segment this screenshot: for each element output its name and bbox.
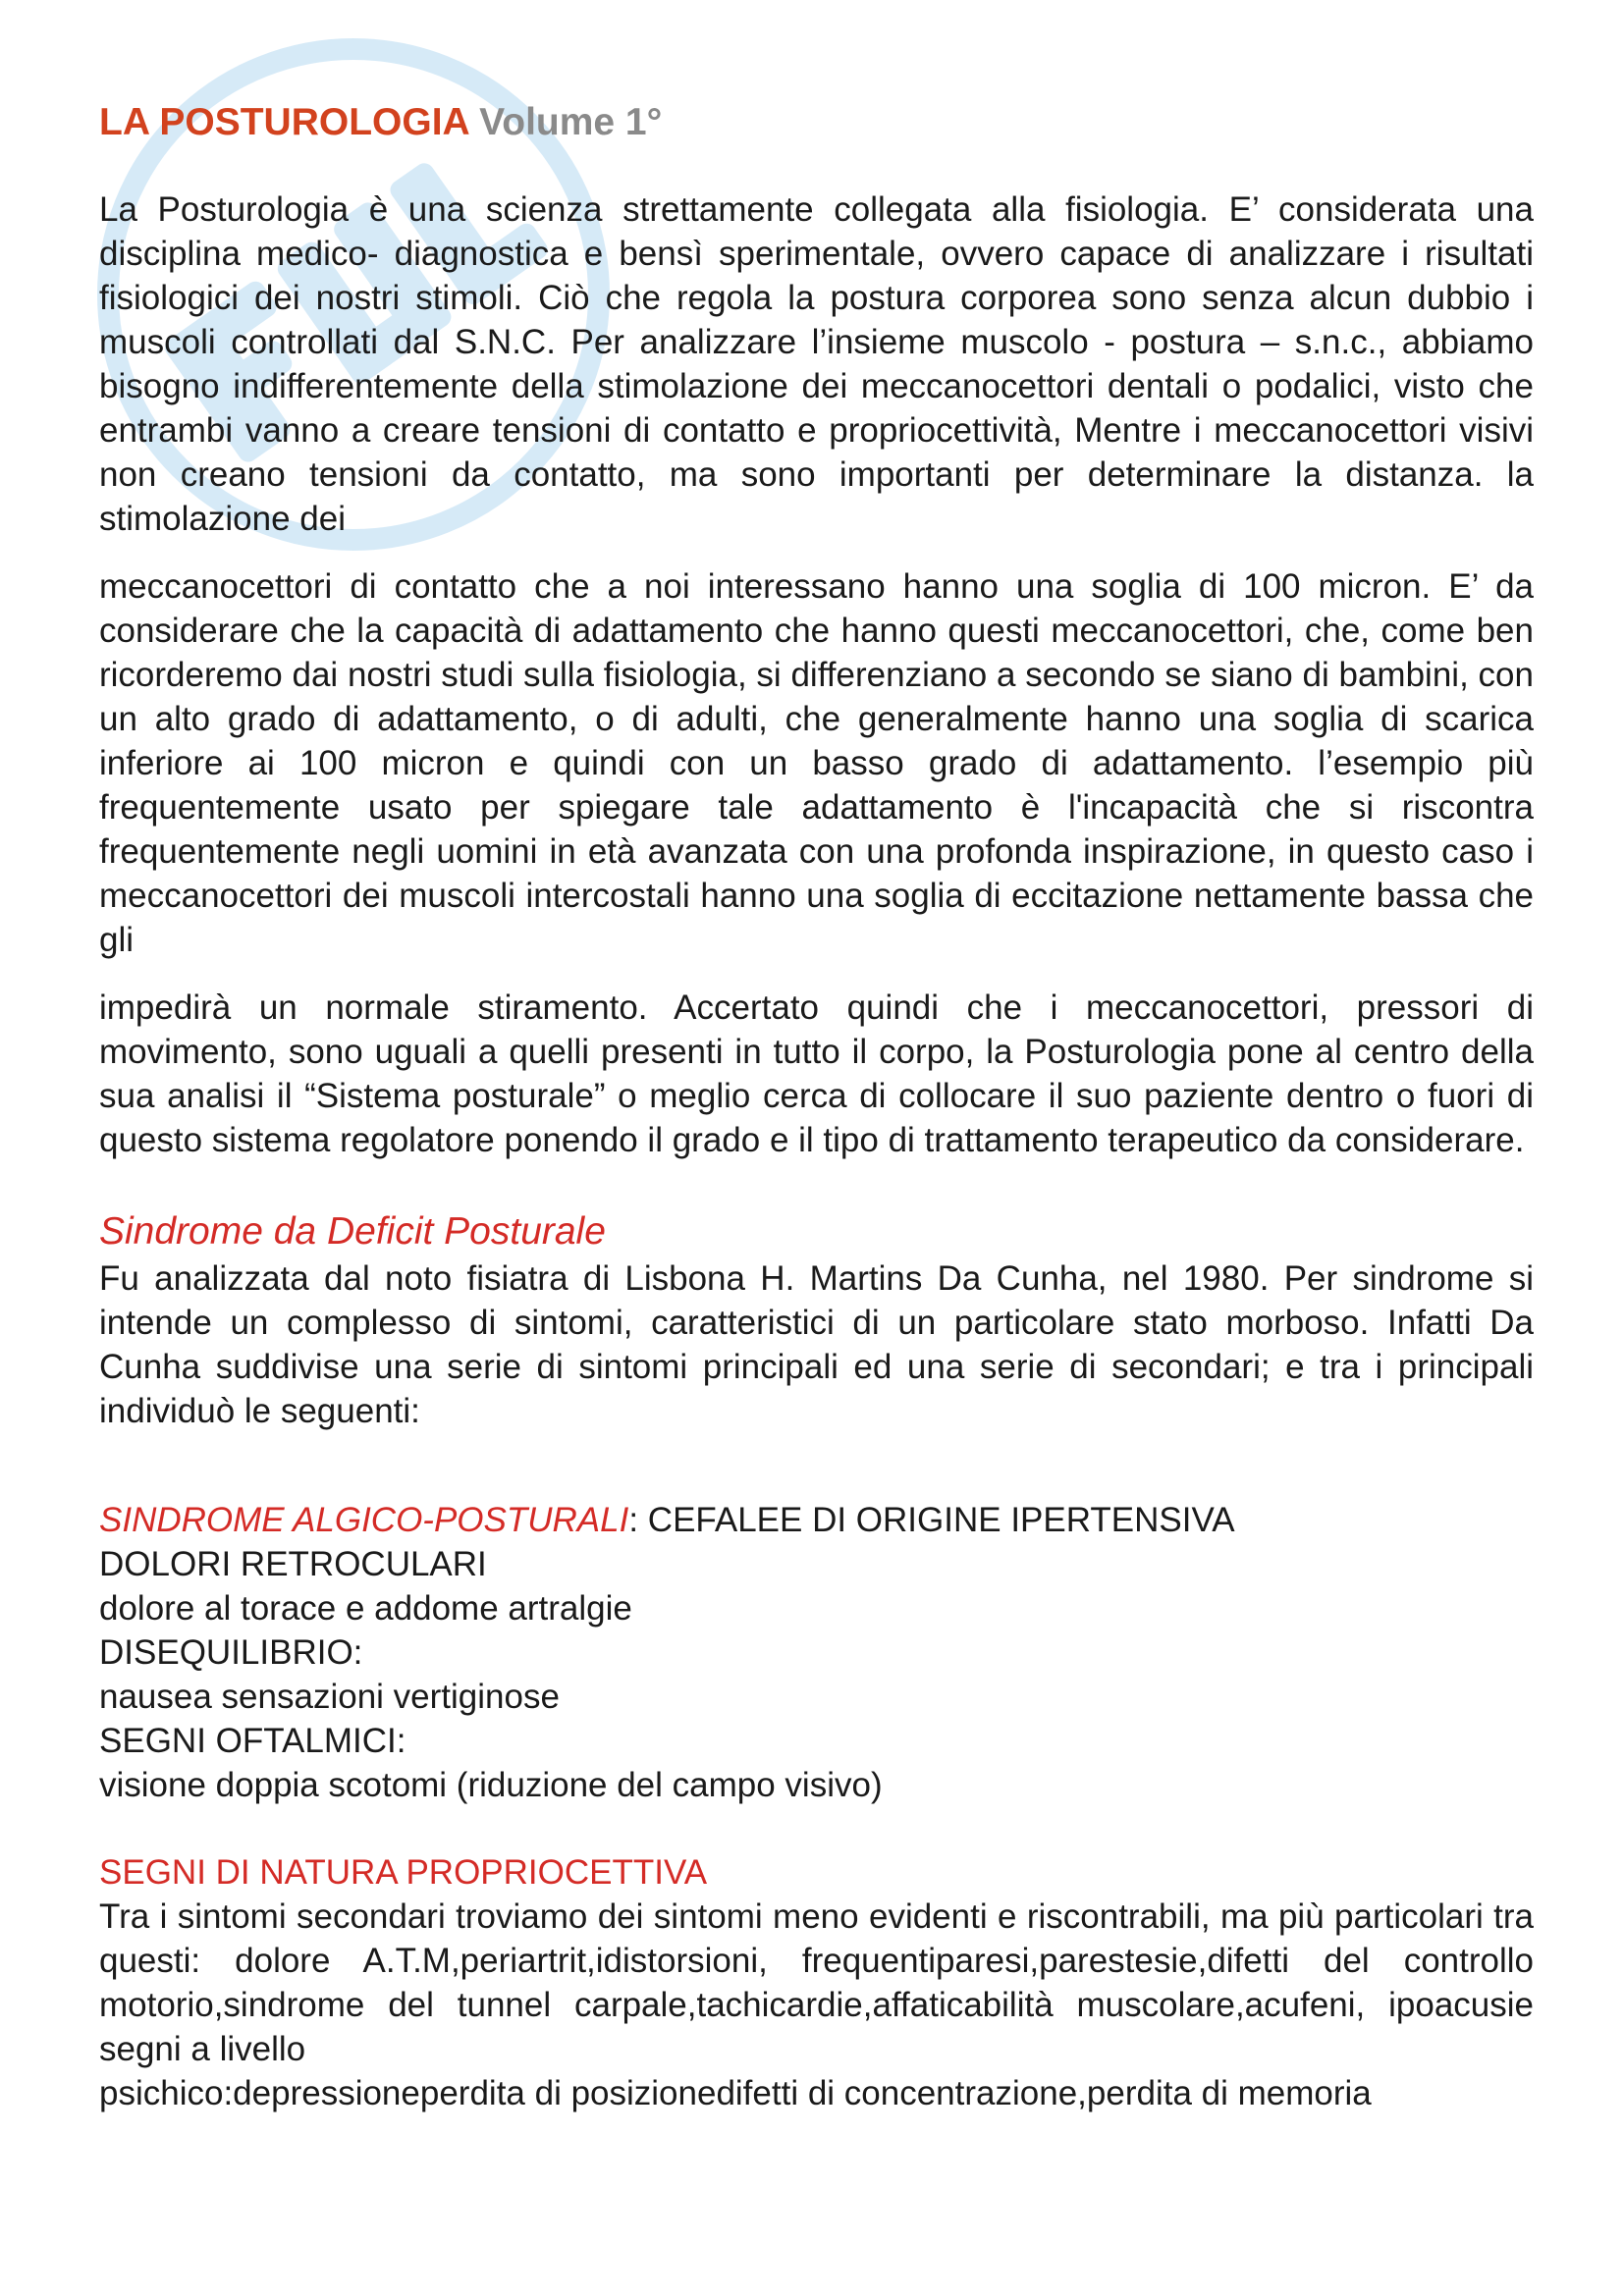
list-item: dolore al torace e addome artralgie bbox=[99, 1588, 632, 1628]
list-item: SEGNI OFTALMICI: bbox=[99, 1721, 406, 1760]
section-heading-sindrome: Sindrome da Deficit Posturale bbox=[99, 1209, 606, 1253]
title-main: LA POSTUROLOGIA bbox=[99, 101, 469, 143]
paragraph-2: meccanocettori di contatto che a noi interessano hanno una soglia di 100 micron. E’ da considerare che la capacità di adattamento che hanno questi meccanocettori, che, come ben ricorderemo dai nostri studi sulla fisiologia, si differenziano a secondo se siano di bambini, con un alto grado di adattamento, o di adulti, che generalmente hanno una soglia di scarica inferiore ai 100 micron e quindi con un basso grado di adattamento. l’esempio più frequentemente usato per spiegare tale adattamento è l'incapacità che si riscontra frequentemente negli uomini in età avanzata con una profonda inspirazione, in questo caso i meccanocettori dei muscoli intercostali hanno una soglia di eccitazione nettamente bassa che gli bbox=[99, 566, 1534, 959]
paragraph-1: La Posturologia è una scienza strettamente collegata alla fisiologia. E’ considerata una disciplina medico- diagnostica e bensì sperimentale, ovvero capace di analizzare i risultati fisiologici dei nostri stimoli. Ciò che regola la postura corporea sono senza alcun dubbio i muscoli controllati dal S.N.C. Per analizzare l’insieme muscolo - postura – s.n.c., abbiamo bisogno indifferentemente della stimolazione dei meccanocettori dentali o podalici, visto che entrambi vanno a creare tensioni di contatto e propriocettività, Mentre i meccanocettori visivi non creano tensioni da contatto, ma sono importanti per determinare la distanza. la stimolazione dei bbox=[99, 189, 1534, 538]
section-heading-segni: SEGNI DI NATURA PROPRIOCETTIVA bbox=[99, 1852, 708, 1892]
list-item: visione doppia scotomi (riduzione del campo visivo) bbox=[99, 1765, 883, 1804]
section-2-last-line: psichico:depressioneperdita di posizionedifetti di concentrazione,perdita di memoria bbox=[99, 2073, 1372, 2112]
section-2-text: Tra i sintomi secondari troviamo dei sintomi meno evidenti e riscontrabili, ma più particolari tra questi: dolore A.T.M,periartrit,idistorsioni, frequentiparesi,parestesie,difetti del controllo motorio,sindrome del tunnel carpale,tachicardie,affaticabilità muscolare,acufeni, ipoacusie segni a livello bbox=[99, 1896, 1534, 2068]
document-page bbox=[99, 98, 1534, 2115]
list-item: DISEQUILIBRIO: bbox=[99, 1632, 363, 1672]
list-item: nausea sensazioni vertiginose bbox=[99, 1677, 560, 1716]
symptom-first: : CEFALEE DI ORIGINE IPERTENSIVA bbox=[628, 1500, 1235, 1539]
section-1-text: Fu analizzata dal noto fisiatra di Lisbona H. Martins Da Cunha, nel 1980. Per sindrome si intende un complesso di sintomi, caratteristici di un particolare stato morboso. Infatti Da Cunha suddivise una serie di sintomi principali ed una serie di secondari; e tra i principali individuò le seguenti: bbox=[99, 1258, 1534, 1430]
document-title bbox=[99, 98, 1534, 148]
symptom-list bbox=[99, 1498, 1534, 1807]
symptom-first-line bbox=[99, 1498, 1534, 1542]
symptom-label: SINDROME ALGICO-POSTURALI bbox=[99, 1500, 629, 1539]
list-item: DOLORI RETROCULARI bbox=[99, 1544, 487, 1583]
title-volume: Volume 1° bbox=[479, 101, 663, 143]
paragraph-3: impedirà un normale stiramento. Accertato quindi che i meccanocettori, pressori di movimento, sono uguali a quelli presenti in tutto il corpo, la Posturologia pone al centro della sua analisi il “Sistema posturale” o meglio cerca di collocare il suo paziente dentro o fuori di questo sistema regolatore ponendo il grado e il tipo di trattamento terapeutico da considerare. bbox=[99, 988, 1534, 1159]
